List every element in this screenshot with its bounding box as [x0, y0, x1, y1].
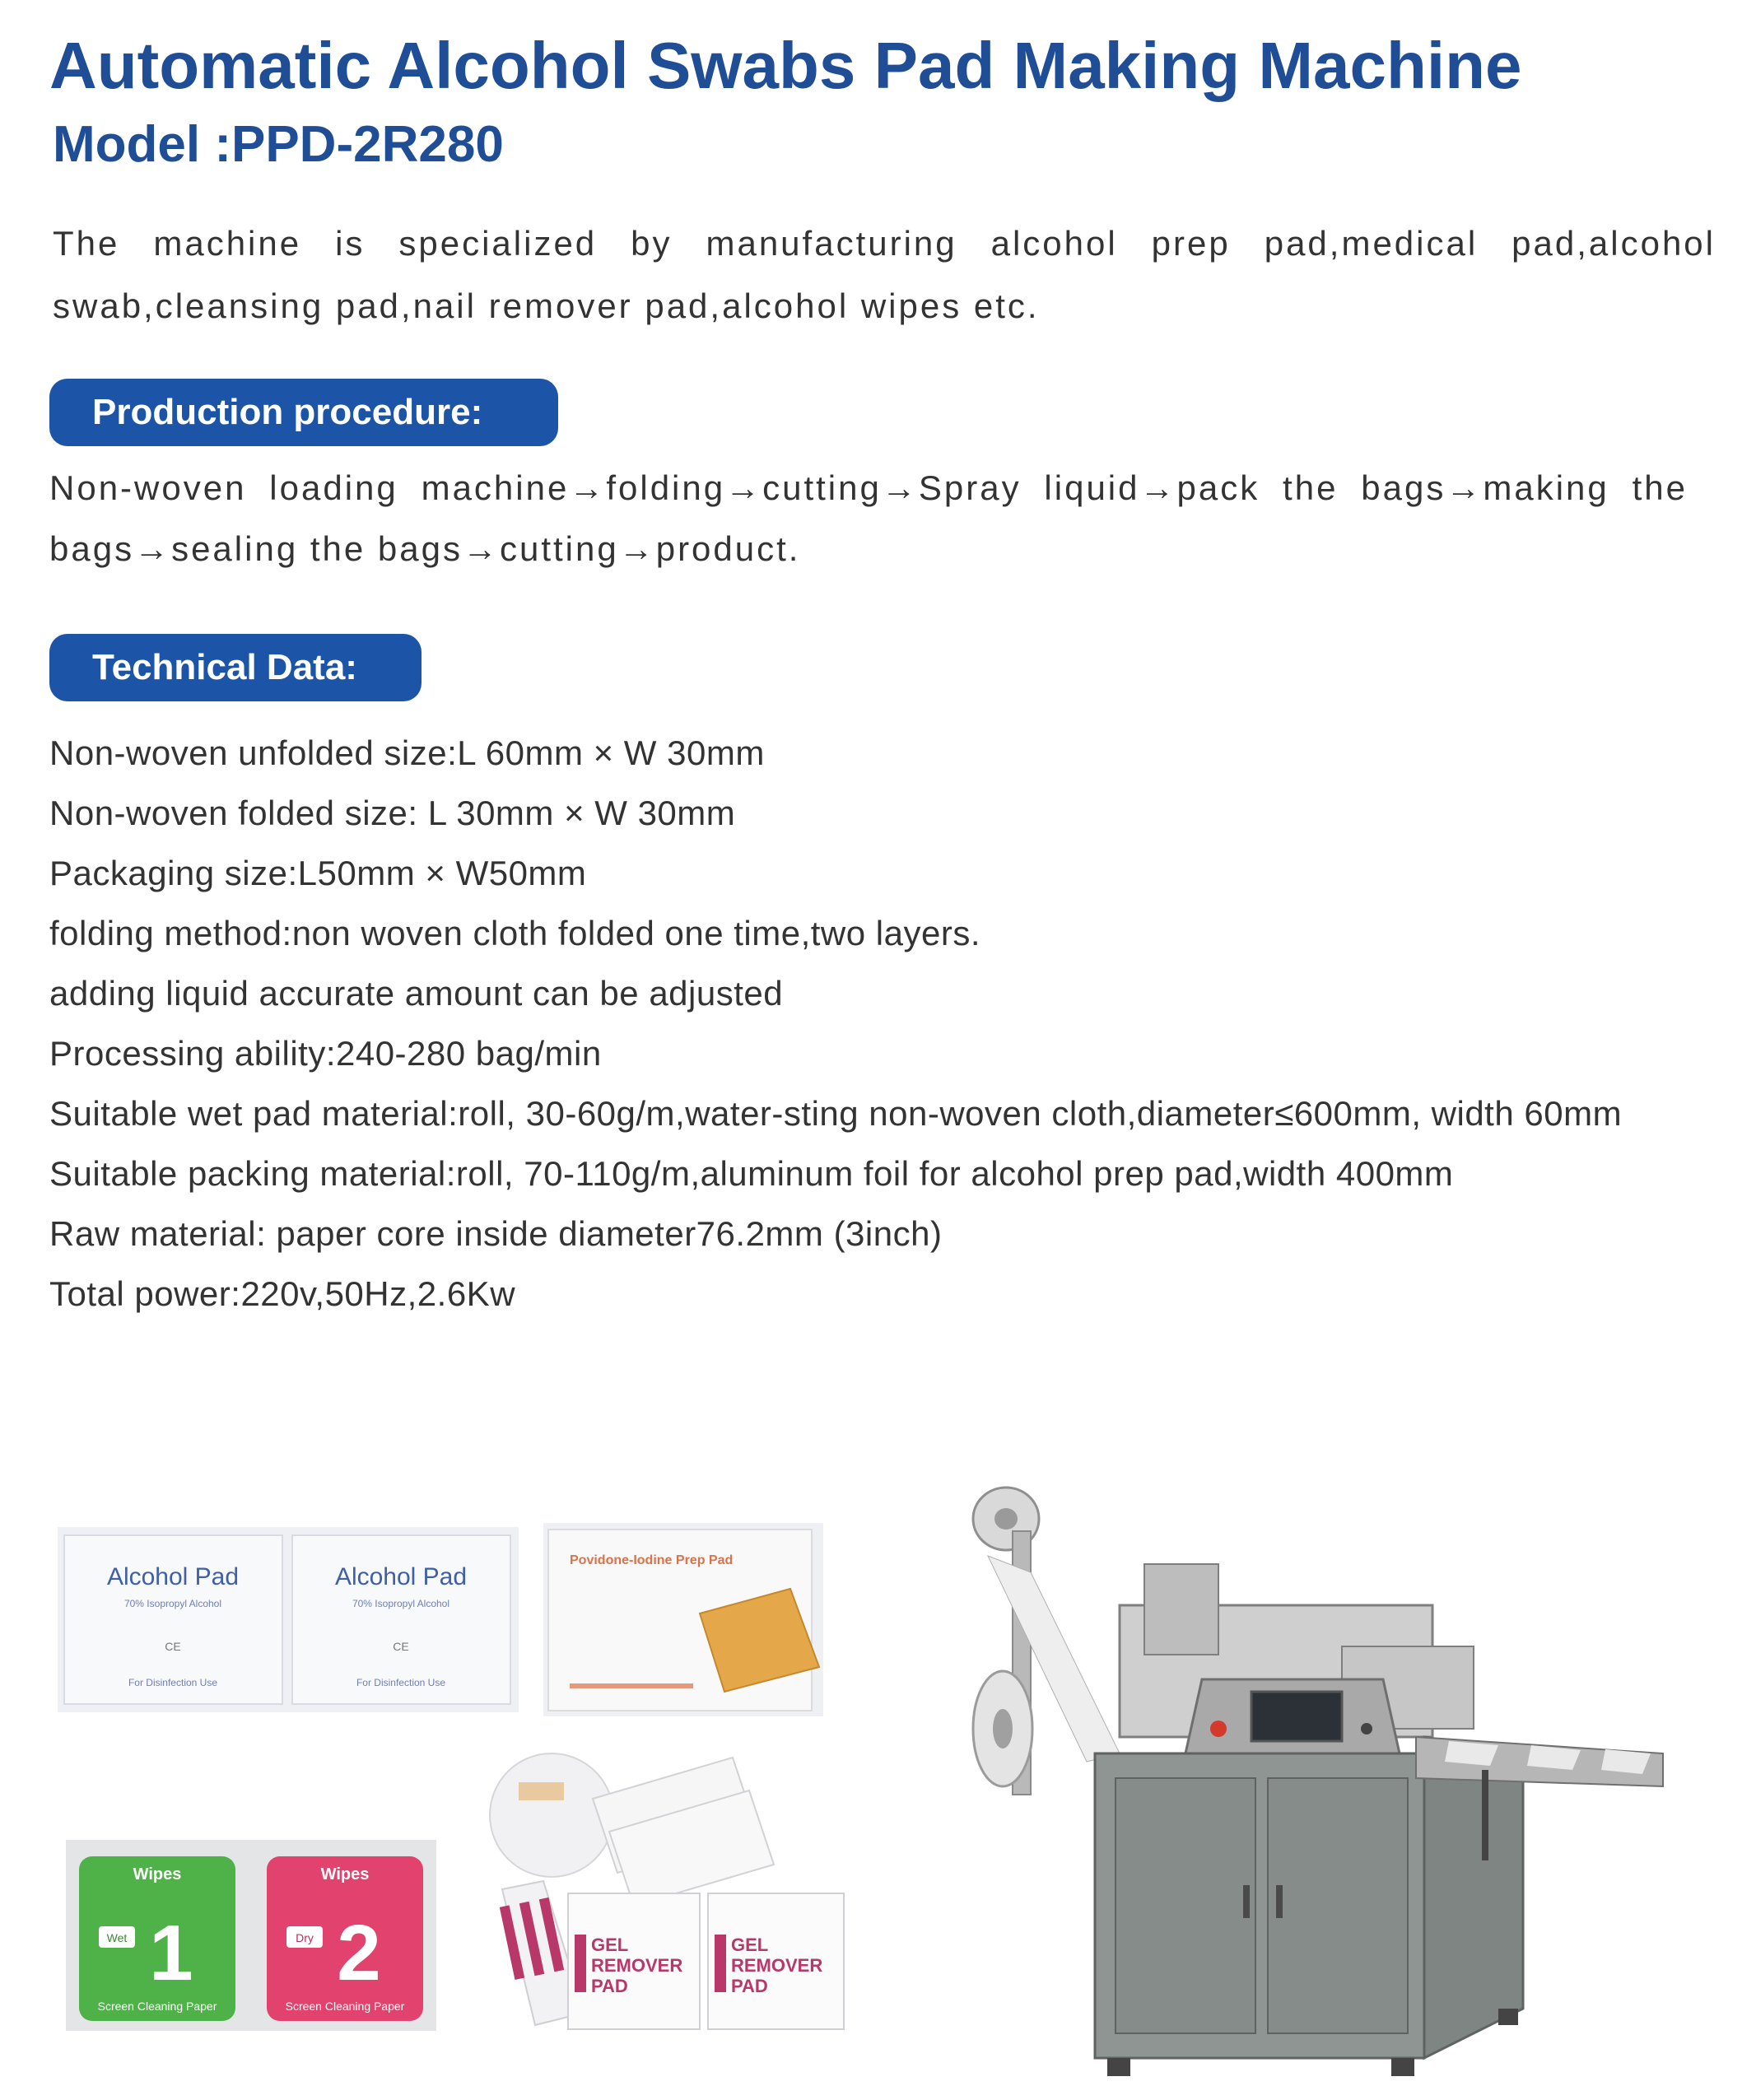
gel-remover-pads-image — [486, 1741, 856, 2037]
spec-item: adding liquid accurate amount can be adjusted — [49, 974, 784, 1013]
technical-data-heading: Technical Data: — [49, 634, 422, 701]
alcohol-pad-ce: CE — [165, 1640, 181, 1653]
machine-foot — [1107, 2058, 1130, 2076]
gel-label: GEL — [731, 1935, 769, 1955]
spec-item: folding method:non woven cloth folded one time,two layers. — [49, 914, 980, 952]
technical-data-list — [49, 723, 1712, 1324]
spec-item: Packaging size:L50mm × W50mm — [49, 854, 587, 892]
round-pad-shape — [490, 1753, 613, 1877]
machine-image — [955, 1482, 1679, 2091]
round-pad-label — [519, 1782, 564, 1800]
alcohol-pad-use: For Disinfection Use — [128, 1677, 218, 1688]
spec-item: Suitable wet pad material:roll, 30-60g/m,water-sting non-woven cloth,diameter≤600mm, width 60mm — [49, 1094, 1623, 1133]
spec-item: Total power:220v,50Hz,2.6Kw — [49, 1274, 516, 1313]
spec-item: Non-woven unfolded size:L 60mm × W 30mm — [49, 733, 765, 772]
spec-item: Raw material: paper core inside diameter76.2mm (3inch) — [49, 1214, 943, 1253]
production-procedure-text: Non-woven loading machine→folding→cutting→Spray liquid→pack the bags→making the bags→sealing the bags→cutting→product. — [49, 468, 1688, 568]
wet-tag-text: Wet — [106, 1931, 128, 1944]
alcohol-pad-label: Alcohol Pad — [106, 1563, 240, 1590]
alcohol-pad-ce: CE — [393, 1640, 409, 1653]
gel-label: REMOVER — [591, 1955, 683, 1976]
gel-label: PAD — [591, 1976, 628, 1996]
wipes-label: Wipes — [320, 1865, 370, 1883]
machine-foot — [1498, 2009, 1518, 2025]
wipe-caption: Screen Cleaning Paper — [285, 2000, 405, 2013]
gel-label: GEL — [591, 1935, 629, 1955]
povidone-pad-image — [543, 1523, 823, 1716]
packet-footer-line — [570, 1683, 693, 1688]
machine-foot — [1391, 2058, 1414, 2076]
gel-pad-stripe — [575, 1935, 586, 1992]
wipe-caption: Screen Cleaning Paper — [97, 2000, 217, 2013]
alcohol-pad-use: For Disinfection Use — [356, 1677, 446, 1688]
gel-label: REMOVER — [731, 1955, 823, 1976]
alcohol-pad-sub: 70% Isopropyl Alcohol — [352, 1598, 450, 1609]
wipe-one-number: 1 — [149, 1909, 193, 1997]
intro-paragraph: The machine is specialized by manufacturing alcohol prep pad,medical pad,alcohol swab,cleansing pad,nail remover pad,alcohol wipes etc. — [53, 224, 1716, 325]
spec-item: Non-woven folded size: L 30mm × W 30mm — [49, 794, 736, 832]
gel-label: PAD — [731, 1976, 768, 1996]
alcohol-pad-packets-image — [58, 1527, 519, 1712]
spec-item: Processing ability:240-280 bag/min — [49, 1034, 602, 1073]
povidone-title: Povidone-Iodine Prep Pad — [570, 1553, 734, 1567]
emergency-stop — [1210, 1721, 1227, 1737]
touch-screen — [1251, 1692, 1342, 1741]
wipe-two-number: 2 — [337, 1909, 381, 1997]
gel-pad-stripe — [715, 1935, 726, 1992]
page-title: Automatic Alcohol Swabs Pad Making Machine — [49, 29, 1522, 102]
production-procedure-heading: Production procedure: — [49, 379, 558, 446]
dry-tag-text: Dry — [296, 1931, 314, 1944]
alcohol-pad-sub: 70% Isopropyl Alcohol — [123, 1598, 222, 1609]
spec-item: Suitable packing material:roll, 70-110g/m,aluminum foil for alcohol prep pad,width 400mm — [49, 1154, 1454, 1193]
screen-wipes-image — [66, 1840, 436, 2031]
cabinet-door — [1268, 1778, 1408, 2033]
model-number: Model :PPD-2R280 — [53, 116, 504, 173]
wipes-label: Wipes — [133, 1865, 182, 1883]
alcohol-pad-label: Alcohol Pad — [334, 1563, 468, 1590]
cabinet-door — [1116, 1778, 1255, 2033]
